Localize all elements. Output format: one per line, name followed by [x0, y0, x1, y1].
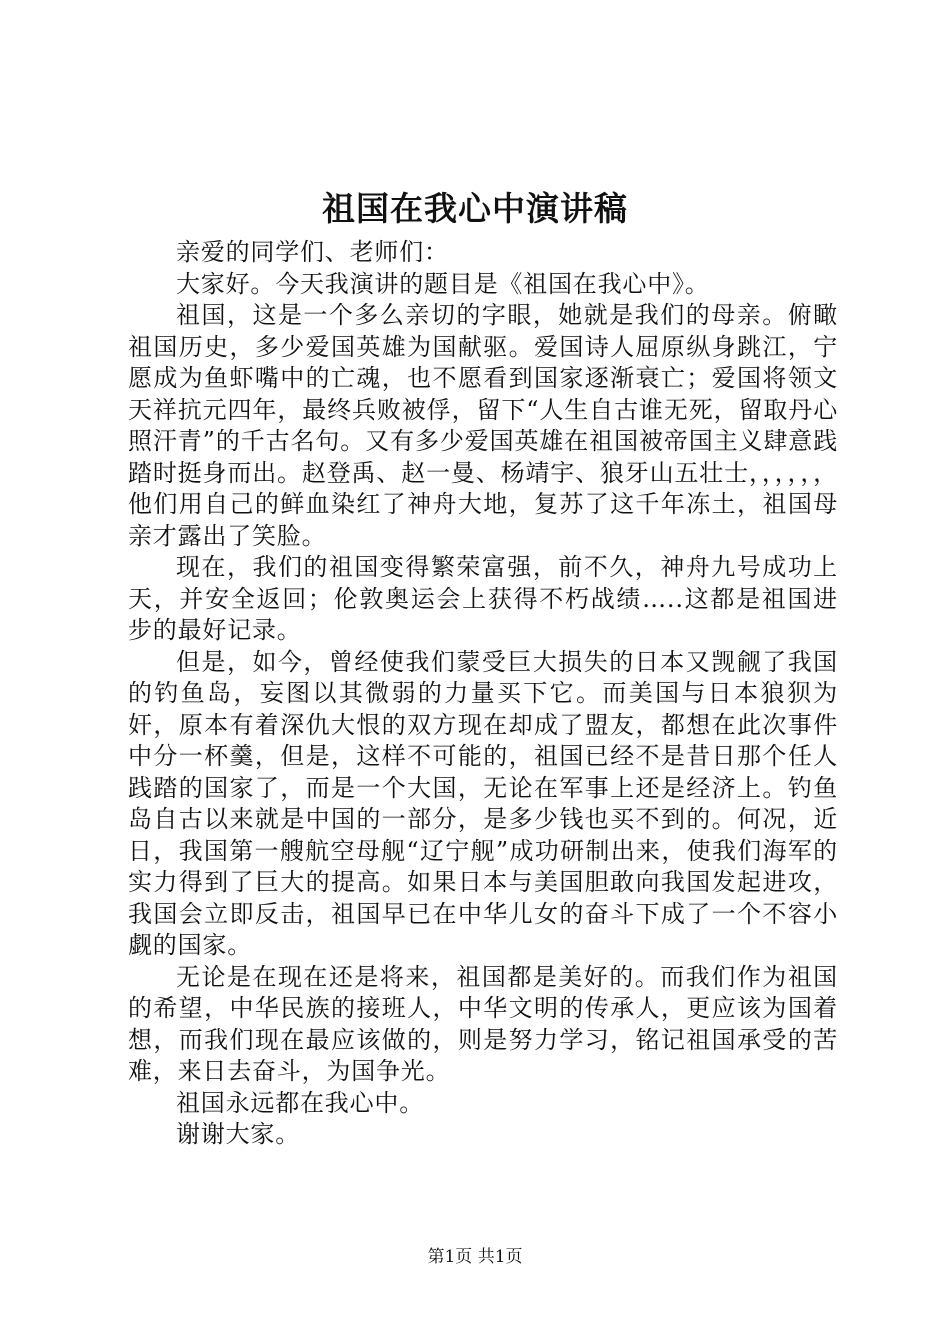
page-title: 祖国在我心中演讲稿: [322, 189, 628, 228]
closing-paragraph: 祖国永远都在我心中。: [176, 1088, 424, 1117]
future-paragraph: 无论是在现在还是将来，祖国都是美好的。而我们作为祖国的希望，中华民族的接班人，中华文明的传承人，更应该为国着想，而我们现在最应该做的，则是努力学习，铭记祖国承受的苦难，来日去奋斗，为国争光。: [128, 962, 838, 1085]
thanks-paragraph: 谢谢大家。: [176, 1120, 300, 1148]
greeting-paragraph: 大家好。今天我演讲的题目是《祖国在我心中》。: [176, 269, 710, 298]
history-paragraph: 祖国，这是一个多么亲切的字眼，她就是我们的母亲。俯瞰祖国历史，多少爱国英雄为国献驱。爱国诗人屈原纵身跳江，宁愿成为鱼虾嘴中的亡魂，也不愿看到国家逐渐衰亡；爱国将领文天祥抗元四年，最终兵败被俘，留下“人生自古谁无死，留取丹心照汗青”的千古名句。又有多少爱国英雄在祖国被帝国主义肆意践踏时挺身而出。赵登禹、赵一曼、杨靖宇、狼牙山五壮士，，，，，，他们用自己的鲜血染红了神舟大地，复苏了这千年冻土，祖国母亲才露出了笑脸。: [128, 301, 838, 550]
present-paragraph: 现在，我们的祖国变得繁荣富强，前不久，神舟九号成功上天，并安全返回；伦敦奥运会上获得不朽战绩…..这都是祖国进步的最好记录。: [128, 553, 838, 644]
document-body: [128, 237, 838, 1151]
salutation-paragraph: 亲爱的同学们、老师们：: [176, 238, 449, 266]
page-footer: 第1页 共1页: [427, 1247, 523, 1267]
diaoyu-paragraph: 但是，如今，曾经使我们蒙受巨大损失的日本又觊觎了我国的钓鱼岛，妄图以其微弱的力量买下它。而美国与日本狼狈为奸，原本有着深仇大恨的双方现在却成了盟友，都想在此次事件中分一杯羹，但是，这样不可能的，祖国已经不是昔日那个任人践踏的国家了，而是一个大国，无论在军事上还是经济上。钓鱼岛自古以来就是中国的一部分，是多少钱也买不到的。何况，近日，我国第一艘航空母舰“辽宁舰”成功研制出来，使我们海军的实力得到了巨大的提高。如果日本与美国胆敢向我国发起进攻，我国会立即反击，祖国早已在中华儿女的奋斗下成了一个不容小觑的国家。: [128, 647, 838, 959]
